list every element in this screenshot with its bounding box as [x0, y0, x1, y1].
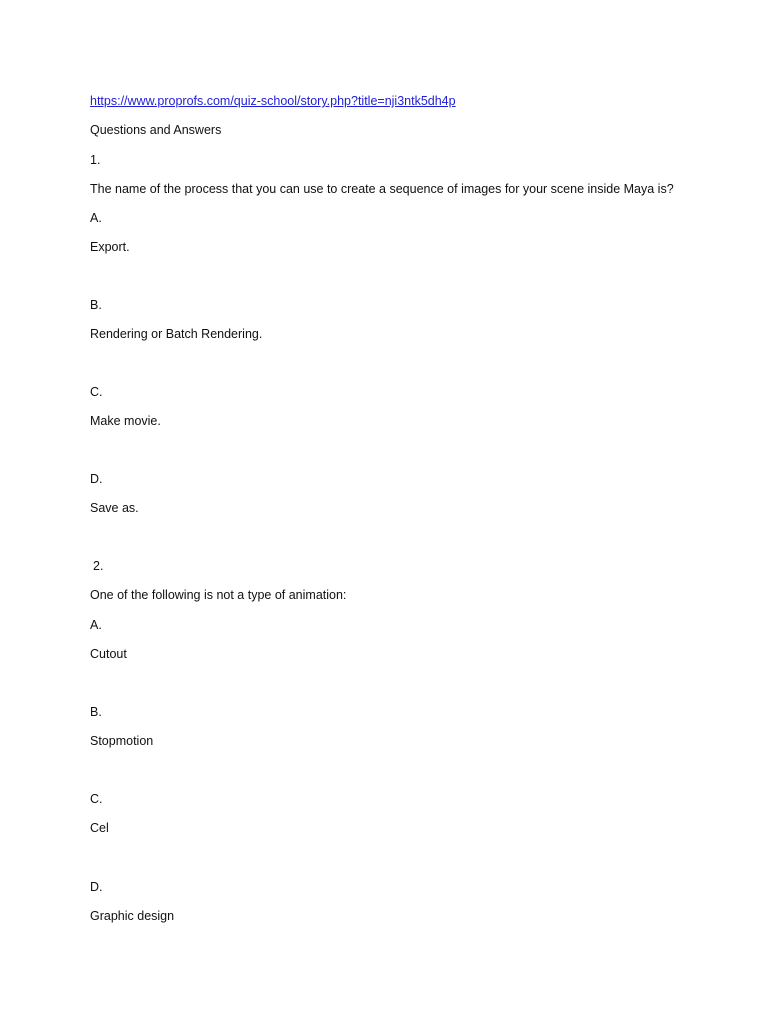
question-2-option-c-letter: C.	[90, 792, 103, 806]
question-1-option-a-answer: Export.	[90, 240, 130, 254]
question-2-option-b-answer: Stopmotion	[90, 734, 154, 748]
question-2-option-a-letter: A.	[90, 618, 102, 632]
question-2-option-a-answer: Cutout	[90, 647, 127, 661]
question-2-option-c-answer: Cel	[90, 821, 109, 835]
question-1-option-b-letter: B.	[90, 298, 102, 312]
question-2-option-d-letter: D.	[90, 880, 103, 894]
question-1-text: The name of the process that you can use to create a sequence of images for your scene inside Maya is?	[90, 182, 674, 196]
question-2-option-d-answer: Graphic design	[90, 909, 175, 923]
question-1-option-a-letter: A.	[90, 211, 102, 225]
question-2-option-b-letter: B.	[90, 705, 102, 719]
source-url-link[interactable]: https://www.proprofs.com/quiz-school/story.php?title=nji3ntk5dh4p	[90, 94, 456, 108]
question-1-option-d-answer: Save as.	[90, 501, 139, 515]
question-1-option-d-letter: D.	[90, 472, 103, 486]
question-1-option-c-letter: C.	[90, 385, 103, 399]
question-2-number: 2.	[93, 559, 104, 573]
question-1-option-b-answer: Rendering or Batch Rendering.	[90, 327, 263, 341]
document-heading: Questions and Answers	[90, 123, 222, 137]
question-2-text: One of the following is not a type of animation:	[90, 588, 347, 602]
question-1-option-c-answer: Make movie.	[90, 414, 161, 428]
question-1-number: 1.	[90, 153, 101, 167]
